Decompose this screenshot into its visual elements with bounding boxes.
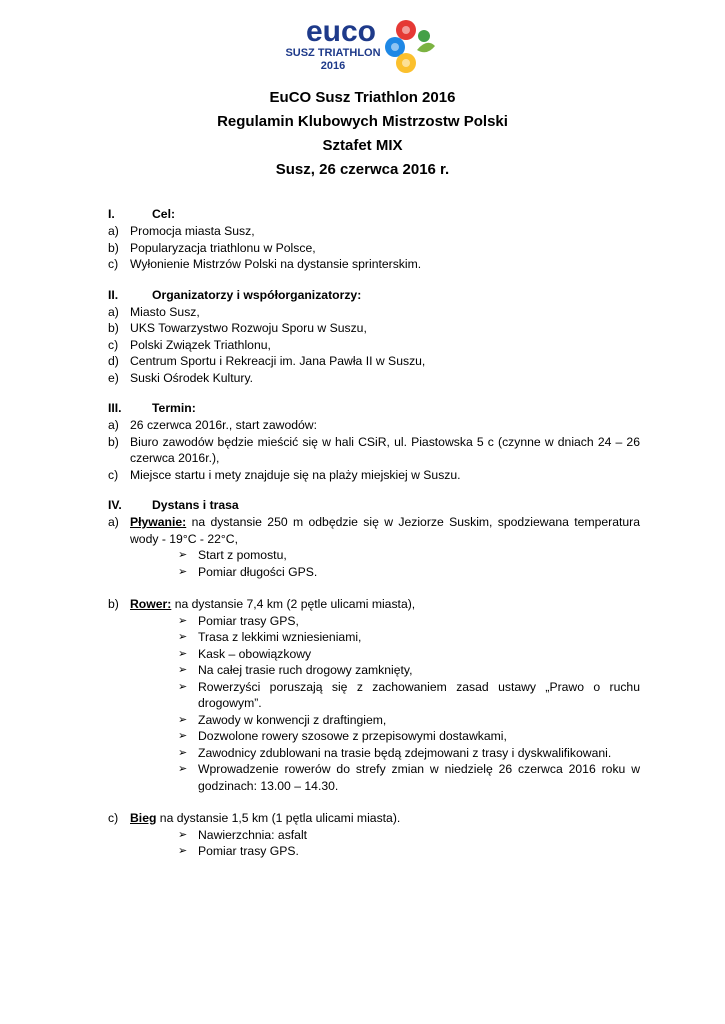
section-title: Organizatorzy i współorganizatorzy: xyxy=(152,287,362,302)
section-number: IV. xyxy=(108,498,122,512)
list-item: a) Promocja miasta Susz, xyxy=(108,224,255,238)
arrow-bullet-icon: ➢ xyxy=(178,549,188,561)
bullet-item: ➢ Trasa z lekkimi wzniesieniami, xyxy=(178,630,362,644)
arrow-bullet-icon: ➢ xyxy=(178,730,188,742)
section-heading xyxy=(108,206,640,223)
section-organizers xyxy=(108,287,640,387)
arrow-bullet-icon: ➢ xyxy=(178,614,188,627)
arrow-bullet-icon: ➢ xyxy=(178,713,188,726)
flower-yellow-icon xyxy=(396,53,416,73)
bullet-item: ➢ Wprowadzenie rowerów do strefy zmian w niedzielę 26 czerwca 2016 roku w godzinach: 13.00 – 14.30. xyxy=(178,762,640,793)
section-number: III. xyxy=(108,401,122,415)
document-body xyxy=(108,206,640,874)
list-item: c) Miejsce startu i mety znajduje się na plaży miejskiej w Suszu. xyxy=(108,467,461,482)
swim-item: a) Pływanie: na dystansie 250 m odbędzie się w Jeziorze Suskim, spodziewana temperatura wody - 19°C - 22°C, xyxy=(108,515,640,546)
arrow-bullet-icon: ➢ xyxy=(178,680,188,693)
section-cel xyxy=(108,206,640,273)
list-item: a) 26 czerwca 2016r., start zawodów: xyxy=(108,418,317,432)
arrow-bullet-icon: ➢ xyxy=(178,664,188,676)
list-item: c) Wyłonienie Mistrzów Polski na dystansie sprinterskim. xyxy=(108,257,422,271)
section-dystans xyxy=(108,497,640,860)
bullet-item: ➢ Rowerzyści poruszają się z zachowaniem zasad ustawy „Prawo o ruchu drogowym”. xyxy=(178,679,640,710)
list-item: b) Biuro zawodów będzie mieścić się w hali CSiR, ul. Piastowska 5 c (czynne w dniach 24 – 26 czerwca 2016r.), xyxy=(108,434,640,465)
flower-green-icon xyxy=(417,30,435,52)
bike-item: b) Rower: na dystansie 7,4 km (2 pętle ulicami miasta), xyxy=(108,597,416,611)
section-number: I. xyxy=(108,207,115,221)
euco-logo xyxy=(283,14,443,76)
flower-red-icon xyxy=(396,20,416,40)
list-item: b) UKS Towarzystwo Rozwoju Sporu w Suszu, xyxy=(108,321,367,335)
bullet-item: ➢ Pomiar długości GPS. xyxy=(178,564,318,579)
arrow-bullet-icon: ➢ xyxy=(178,631,188,643)
section-title: Termin: xyxy=(152,401,196,415)
title-line-2: Regulamin Klubowych Mistrzostw Polski xyxy=(217,113,508,130)
list-item: b) Popularyzacja triathlonu w Polsce, xyxy=(108,240,316,255)
section-heading xyxy=(108,400,640,417)
bullet-item: ➢ Zawody w konwencji z draftingiem, xyxy=(178,712,387,727)
bullet-item: ➢ Kask – obowiązkowy xyxy=(178,646,312,661)
bullet-item: ➢ Na całej trasie ruch drogowy zamknięty, xyxy=(178,663,413,677)
list-item: e) Suski Ośrodek Kultury. xyxy=(108,370,254,385)
arrow-bullet-icon: ➢ xyxy=(178,565,188,578)
bullet-item: ➢ Start z pomostu, xyxy=(178,548,287,562)
arrow-bullet-icon: ➢ xyxy=(178,647,188,660)
arrow-bullet-icon: ➢ xyxy=(178,746,188,759)
list-item: a) Miasto Susz, xyxy=(108,304,200,319)
bike-label: Rower: xyxy=(130,597,172,611)
run-label: Bieg xyxy=(130,811,157,825)
logo-word: euco xyxy=(305,15,377,48)
section-heading xyxy=(108,287,640,304)
logo-line1: SUSZ TRIATHLON xyxy=(285,47,381,59)
logo-year: 2016 xyxy=(320,60,346,72)
arrow-bullet-icon: ➢ xyxy=(178,763,188,775)
arrow-bullet-icon: ➢ xyxy=(178,845,188,857)
title-line-1: EuCO Susz Triathlon 2016 xyxy=(269,89,456,106)
section-termin xyxy=(108,400,640,483)
bullet-item: ➢ Nawierzchnia: asfalt xyxy=(178,827,308,842)
bullet-item: ➢ Zawodnicy zdublowani na trasie będą zdejmowani z trasy i dyskwalifikowani. xyxy=(178,745,612,760)
bullet-item: ➢ Pomiar trasy GPS. xyxy=(178,844,299,858)
bullet-item: ➢ Dozwolone rowery szosowe z przepisowymi dostawkami, xyxy=(178,729,507,743)
swim-label: Pływanie: xyxy=(130,515,187,529)
run-item: c) Bieg na dystansie 1,5 km (1 pętla ulicami miasta). xyxy=(108,811,401,825)
arrow-bullet-icon: ➢ xyxy=(178,828,188,841)
title-line-4: Susz, 26 czerwca 2016 r. xyxy=(275,161,450,178)
section-title: Dystans i trasa xyxy=(152,498,239,512)
section-number: II. xyxy=(108,287,119,302)
list-item: c) Polski Związek Triathlonu, xyxy=(108,337,271,352)
logo-graphic xyxy=(283,14,443,76)
document-title xyxy=(0,86,725,182)
section-title: Cel: xyxy=(152,207,176,221)
list-item: d) Centrum Sportu i Rekreacji im. Jana Pawła II w Suszu, xyxy=(108,354,426,368)
bullet-item: ➢ Pomiar trasy GPS, xyxy=(178,613,299,628)
title-line-3: Sztafet MIX xyxy=(322,137,403,154)
section-heading xyxy=(108,497,640,514)
